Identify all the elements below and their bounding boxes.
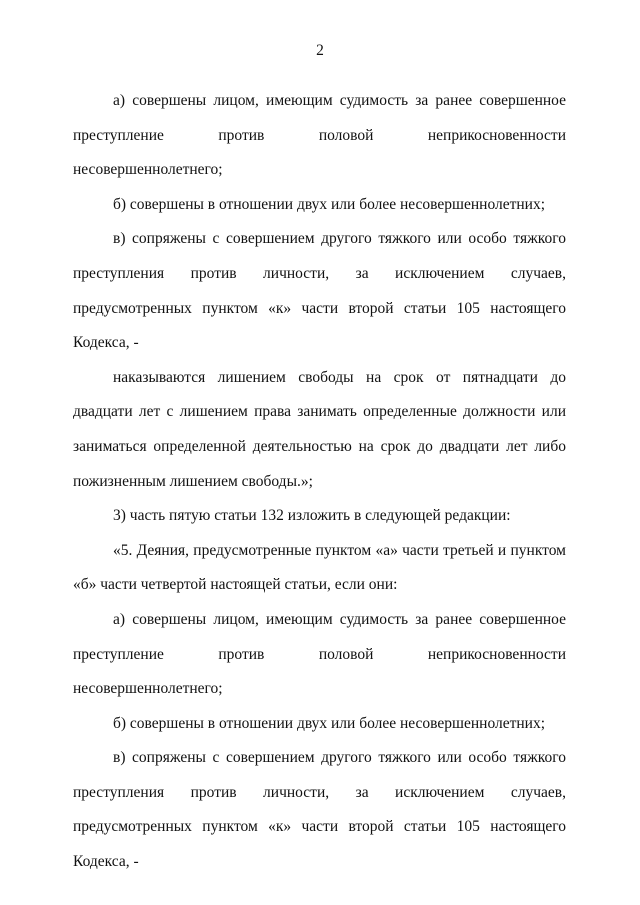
paragraph-new-part-5-intro: «5. Деяния, предусмотренные пунктом «а» части третьей и пунктом «б» части четвертой настоящей статьи, если они: — [73, 541, 566, 594]
paragraph-v-other-grave-crime: в) сопряжены с совершением другого тяжкого или особо тяжкого преступления против личности, за исключением случаев, предусмотренных пунктом «к» части второй статьи 105 настоящего Кодекса, - — [73, 230, 566, 352]
paragraph-a-prior-conviction-2: а) совершены лицом, имеющим судимость за ранее совершенное преступление против половой неприкосновенности несовершеннолетнего; — [73, 610, 566, 698]
paragraph-b-two-or-more-minors: б) совершены в отношении двух или более несовершеннолетних; — [113, 195, 546, 213]
paragraph-a-prior-conviction: а) совершены лицом, имеющим судимость за ранее совершенное преступление против половой неприкосновенности несовершеннолетнего; — [73, 92, 566, 179]
document-body — [73, 84, 566, 880]
paragraph-amendment-132-part-5: 3) часть пятую статьи 132 изложить в следующей редакции: — [113, 507, 511, 525]
paragraph-sanction: наказываются лишением свободы на срок от пятнадцати до двадцати лет с лишением права занимать определенные должности или заниматься определенной деятельностью на срок до двадцати лет либо пожизненным лишением свободы.»; — [73, 368, 566, 490]
page-number: 2 — [316, 42, 324, 59]
paragraph-v-other-grave-crime-2: в) сопряжены с совершением другого тяжкого или особо тяжкого преступления против личности, за исключением случаев, предусмотренных пунктом «к» части второй статьи 105 настоящего Кодекса, - — [73, 749, 566, 871]
paragraph-b-two-or-more-minors-2: б) совершены в отношении двух или более несовершеннолетних; — [113, 714, 546, 732]
